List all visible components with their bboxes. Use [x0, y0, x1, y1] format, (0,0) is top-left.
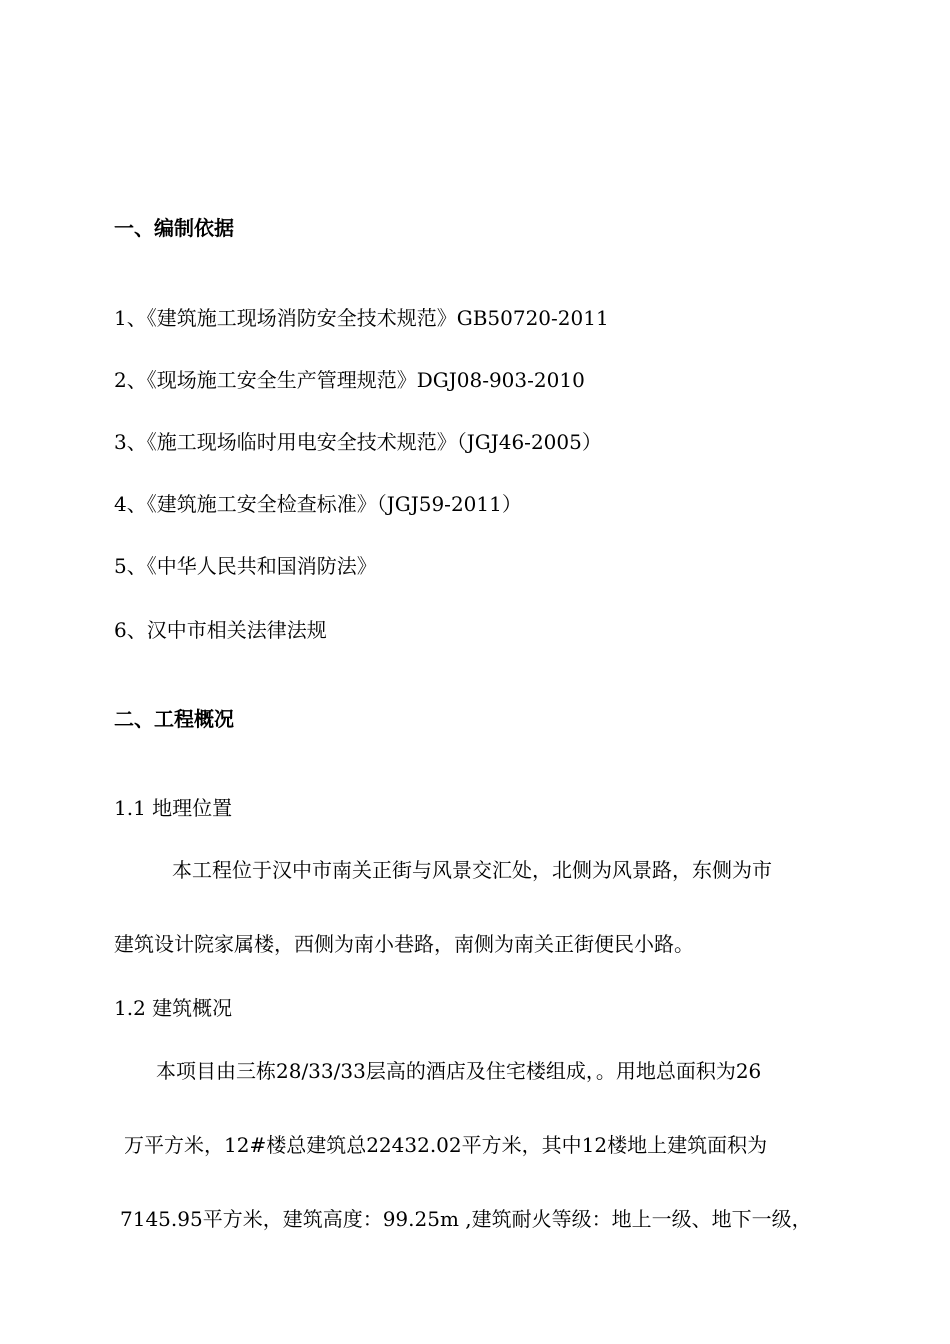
section-heading-overview: 二、工程概况 — [114, 707, 234, 731]
section-heading-basis: 一、编制依据 — [114, 216, 234, 240]
building-paragraph-line-3: 7145.95平方米，建筑高度：99.25m ,建筑耐火等级：地上一级、地下一级， — [120, 1207, 812, 1231]
basis-item-4: 4、《建筑施工安全检查标准》（JGJ59-2011） — [114, 492, 522, 516]
basis-item-5: 5、《中华人民共和国消防法》 — [114, 554, 377, 578]
location-paragraph-line-2: 建筑设计院家属楼，西侧为南小巷路，南侧为南关正街便民小路。 — [114, 932, 694, 956]
subsection-title-location: 1.1 地理位置 — [114, 796, 233, 820]
basis-item-3: 3、《施工现场临时用电安全技术规范》（JGJ46-2005） — [114, 430, 602, 454]
basis-item-6: 6、汉中市相关法律法规 — [114, 618, 327, 642]
basis-item-2: 2、《现场施工安全生产管理规范》DGJ08-903-2010 — [114, 368, 585, 392]
subsection-title-building: 1.2 建筑概况 — [114, 996, 233, 1020]
basis-item-1: 1、《建筑施工现场消防安全技术规范》GB50720-2011 — [114, 306, 609, 330]
building-paragraph-line-2: 万平方米，12#楼总建筑总22432.02平方米，其中12楼地上建筑面积为 — [124, 1133, 768, 1157]
location-paragraph-line-1: 本工程位于汉中市南关正街与风景交汇处，北侧为风景路，东侧为市 — [172, 858, 772, 882]
building-paragraph-line-1: 本项目由三栋28/33/33层高的酒店及住宅楼组成，。用地总面积为26 — [156, 1059, 762, 1083]
